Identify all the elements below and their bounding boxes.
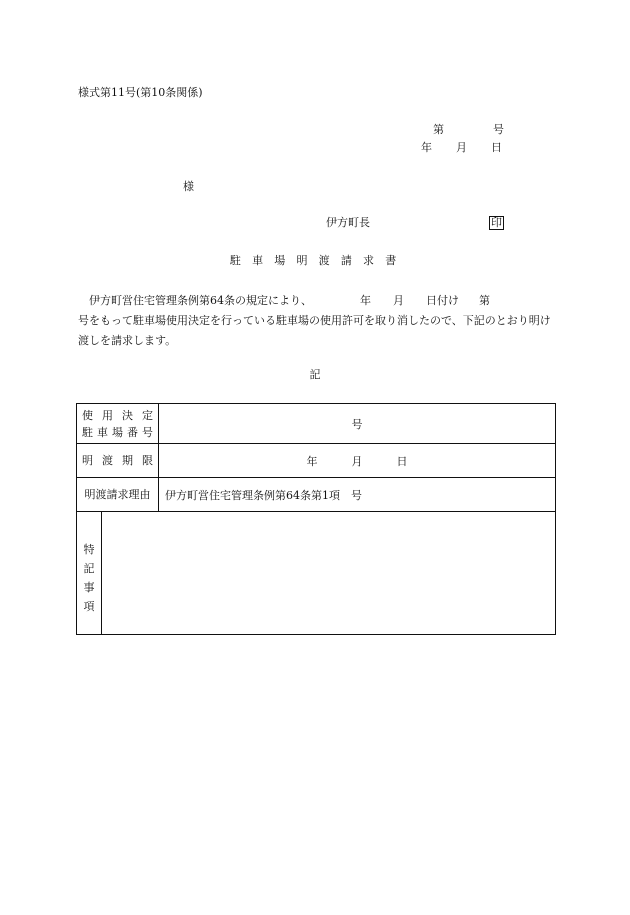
body-nen: 年: [360, 294, 371, 307]
ki-label: 記: [309, 368, 321, 381]
label-reason-text: 明渡請求理由: [84, 488, 151, 501]
value-reason-text: 伊方町営住宅管理条例第64条第1項 号: [165, 488, 362, 502]
label-parking-number-line1: 使用決定: [82, 408, 153, 422]
row-deadline: [77, 444, 556, 478]
remarks-char-2: 記: [83, 562, 95, 575]
body-rest: 号をもって駐車場使用決定を行っている駐車場の使用許可を取り消したので、下記のとおり明け渡しを請求します。: [78, 314, 551, 347]
seal-label: 印: [491, 216, 502, 229]
row-remarks: [77, 512, 556, 635]
value-parking-number-go: 号: [351, 417, 363, 431]
value-remarks: [102, 512, 556, 635]
body-paragraph: [78, 291, 558, 351]
label-parking-number: [77, 404, 159, 444]
value-reason: [159, 478, 556, 512]
value-deadline: [159, 444, 556, 478]
row-reason: [77, 478, 556, 512]
body-tsuki: 月: [393, 294, 404, 307]
remarks-char-1: 特: [83, 543, 95, 556]
doc-number-dai: 第: [433, 123, 444, 136]
form-number: 様式第11号(第10条関係): [78, 86, 203, 99]
label-parking-number-line2: 駐車場番号: [82, 425, 153, 439]
body-dai: 第: [479, 294, 490, 307]
date-hi: 日: [491, 141, 502, 154]
addressee-sama: 様: [183, 180, 194, 193]
document-title: 駐 車 場 明 渡 請 求 書: [229, 254, 401, 267]
row-parking-number: [77, 404, 556, 444]
body-hizuke: 日付け: [426, 294, 459, 307]
remarks-char-3: 事: [83, 581, 95, 594]
label-reason: [77, 478, 159, 512]
deadline-tsuki: 月: [351, 454, 363, 468]
doc-number-go: 号: [493, 123, 504, 136]
deadline-nen: 年: [306, 454, 318, 468]
seal-mark: [489, 216, 504, 230]
date-nen: 年: [421, 141, 432, 154]
body-line1-prefix: 伊方町営住宅管理条例第64条の規定により、: [89, 294, 312, 307]
issuer-name: 伊方町長: [326, 216, 370, 229]
body-line-1: [78, 291, 558, 311]
remarks-char-4: 項: [83, 600, 95, 613]
deadline-hi: 日: [396, 454, 408, 468]
value-parking-number: [159, 404, 556, 444]
date-tsuki: 月: [456, 141, 467, 154]
label-deadline-text: 明渡期限: [82, 454, 153, 467]
label-remarks: [77, 512, 102, 635]
label-deadline: [77, 444, 159, 478]
details-table: [76, 403, 556, 635]
